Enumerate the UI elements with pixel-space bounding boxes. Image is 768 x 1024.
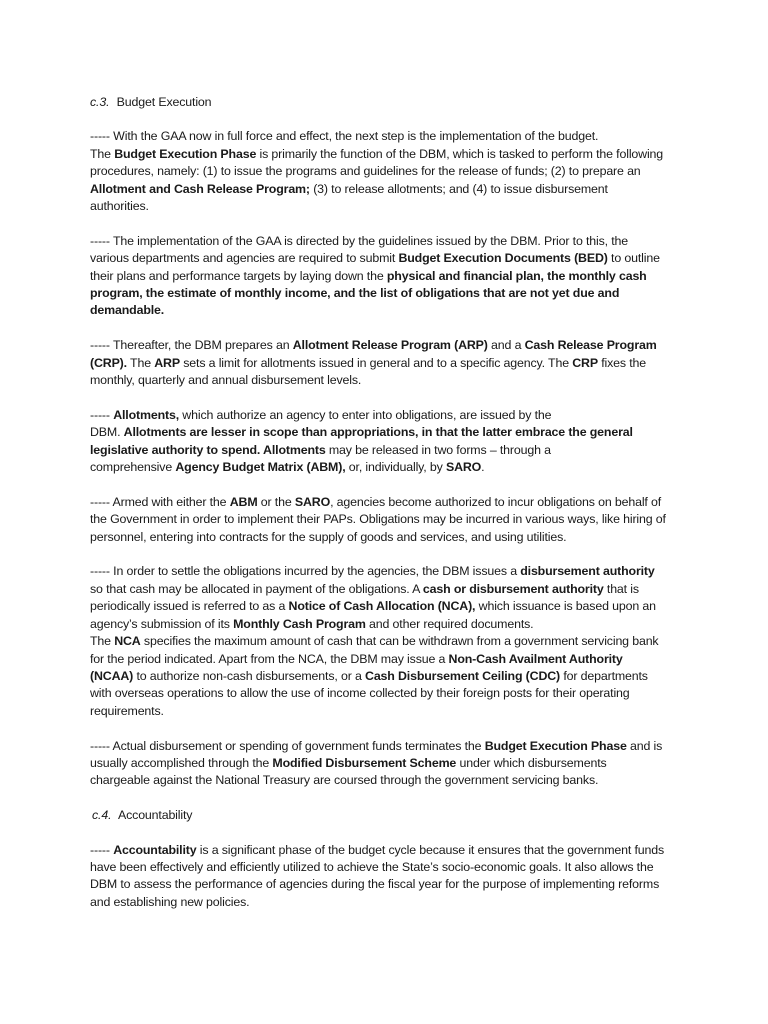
paragraph-allotments xyxy=(90,407,668,477)
text-run: which issuance is based upon an agency’s submission of its xyxy=(90,599,656,631)
bold-term: Accountability xyxy=(113,842,197,857)
section-number: c.3. xyxy=(90,95,110,109)
section-title: Accountability xyxy=(117,808,193,823)
bold-term: Monthly Cash Program xyxy=(233,616,366,631)
text-run: to outline their plans and performance targets by laying down the xyxy=(90,251,660,283)
paragraph-gaa-implementation xyxy=(90,128,668,215)
text-run: may be released in two forms – through a xyxy=(325,442,551,457)
text-run: fixes the monthly, quarterly and annual disbursement levels. xyxy=(90,355,647,388)
text-run: The xyxy=(126,355,155,370)
text-run: ----- xyxy=(90,842,114,857)
text-run: and a xyxy=(487,338,525,353)
text-run: DBM. xyxy=(90,425,124,440)
paragraph-arp-crp xyxy=(90,337,668,389)
text-run: comprehensive xyxy=(90,460,176,475)
text-run: sets a limit for allotments issued in general and to a specific agency. The xyxy=(179,355,573,370)
text-run: specifies the maximum amount of cash that can be withdrawn from a government servicing bank for the period indicated. Apart from the NCA, the DBM may issue a xyxy=(90,634,659,666)
bold-term: Budget Execution Documents (BED) xyxy=(398,251,608,266)
text-run: ----- With the GAA now in full force and effect, the next step is the implementation of the budget. xyxy=(90,129,599,144)
paragraph-disbursement-authority xyxy=(90,563,668,720)
paragraph-actual-disbursement xyxy=(90,738,668,790)
bold-term: NCA xyxy=(114,634,141,649)
bold-term: ABM xyxy=(229,494,258,509)
text-run: that is periodically issued is referred to as a xyxy=(90,581,639,614)
text-run: The xyxy=(90,634,115,649)
section-title: Budget Execution xyxy=(116,95,212,109)
text-run: for departments with overseas operations to allow the use of income collected by their foreign posts for their operating requirements. xyxy=(90,668,648,718)
bold-term: Budget Execution Phase xyxy=(114,146,257,161)
bold-term: SARO xyxy=(445,460,482,475)
text-run: and is usually accomplished through the xyxy=(90,738,663,770)
bold-term: , in that the latter embrace the general xyxy=(415,425,633,440)
text-run: which authorize an agency to enter into obligations, are issued by the xyxy=(179,407,552,422)
bold-term: SARO xyxy=(294,494,331,509)
bold-term: ARP xyxy=(154,355,180,370)
text-run: under which disbursements chargeable against the National Treasury are coursed through the government servicing banks. xyxy=(90,755,607,788)
bold-term: physical and financial plan, the monthly cash program, the estimate of monthly income, xyxy=(90,268,647,301)
text-run: ----- Armed with either the xyxy=(90,494,230,509)
bold-term: Agency Budget Matrix (ABM), xyxy=(175,460,346,475)
paragraph-accountability xyxy=(90,842,668,912)
bold-term: cash or disbursement authority xyxy=(422,581,604,596)
bold-term: Allotment and Cash Release Program; xyxy=(90,181,310,196)
section-heading-accountability xyxy=(90,807,668,824)
bold-term: Notice of Cash Allocation (NCA), xyxy=(288,599,476,614)
text-run: and other required documents. xyxy=(365,616,534,631)
section-heading-budget-execution xyxy=(90,94,668,111)
text-run: ----- xyxy=(90,407,114,422)
bold-term: Non-Cash Availment Authority (NCAA) xyxy=(90,651,623,683)
text-run: . xyxy=(481,460,485,475)
text-run: , agencies become authorized to incur obligations on behalf of the Government in order to implement their PAPs. Obligations may be incurred in various ways, like hiring of personnel, entering into contracts for the supply of goods and services, and using utilities. xyxy=(90,494,666,544)
bold-term: Modified Disbursement Scheme xyxy=(272,755,457,770)
bold-term: CRP xyxy=(572,355,598,370)
text-run: The xyxy=(90,146,115,161)
bold-term: list of obligations that are not yet due and demandable. xyxy=(90,286,620,318)
bold-term: Allotments, xyxy=(113,407,180,422)
text-run: (3) to release allotments; and (4) to issue disbursement authorities. xyxy=(90,181,608,214)
bold-term: Budget Execution Phase xyxy=(484,738,627,753)
text-run: is a significant phase of the budget cycle because it ensures that the government funds have been effectively and efficiently utilized to achieve the State’s socio-economic goals. It also allows the DBM to assess the performance of agencies during the fiscal year for the purpose of implementing reforms and establishing new policies. xyxy=(90,842,665,909)
bold-term: disbursement authority xyxy=(520,564,655,579)
bold-term: Allotment Release Program (ARP) xyxy=(292,338,488,353)
text-run: ----- In order to settle the obligations incurred by the agencies, the DBM issues a xyxy=(90,564,521,579)
text-run: ----- The implementation of the GAA is directed by the guidelines issued by the DBM. Prior to this, the various departments and agencies are required to submit xyxy=(90,233,629,266)
bold-term: Cash Disbursement Ceiling (CDC) xyxy=(365,668,561,683)
section-number: c.4. xyxy=(92,808,112,823)
text-run: or the xyxy=(257,494,295,509)
paragraph-abm-saro xyxy=(90,494,668,546)
text-run: so that cash may be allocated in payment of the obligations. A xyxy=(90,581,423,596)
text-run: or, individually, by xyxy=(345,460,446,475)
text-run: ----- Actual disbursement or spending of government funds terminates the xyxy=(90,738,485,753)
bold-term: Allotments are lesser in scope than appropriations xyxy=(123,425,415,440)
bold-term: legislative authority to spend. Allotments xyxy=(90,442,326,457)
text-run: is primarily the function of the DBM, which is tasked to perform the following procedures, namely: (1) to issue the programs and guidelines for the release of funds; (2) to prepare an xyxy=(90,146,664,179)
text-run: ----- Thereafter, the DBM prepares an xyxy=(90,338,293,353)
text-run: to authorize non-cash disbursements, or a xyxy=(133,668,366,683)
bold-term: Cash Release Program (CRP). xyxy=(90,338,657,370)
bold-term: and the xyxy=(330,286,381,301)
paragraph-bed-submission xyxy=(90,233,668,320)
